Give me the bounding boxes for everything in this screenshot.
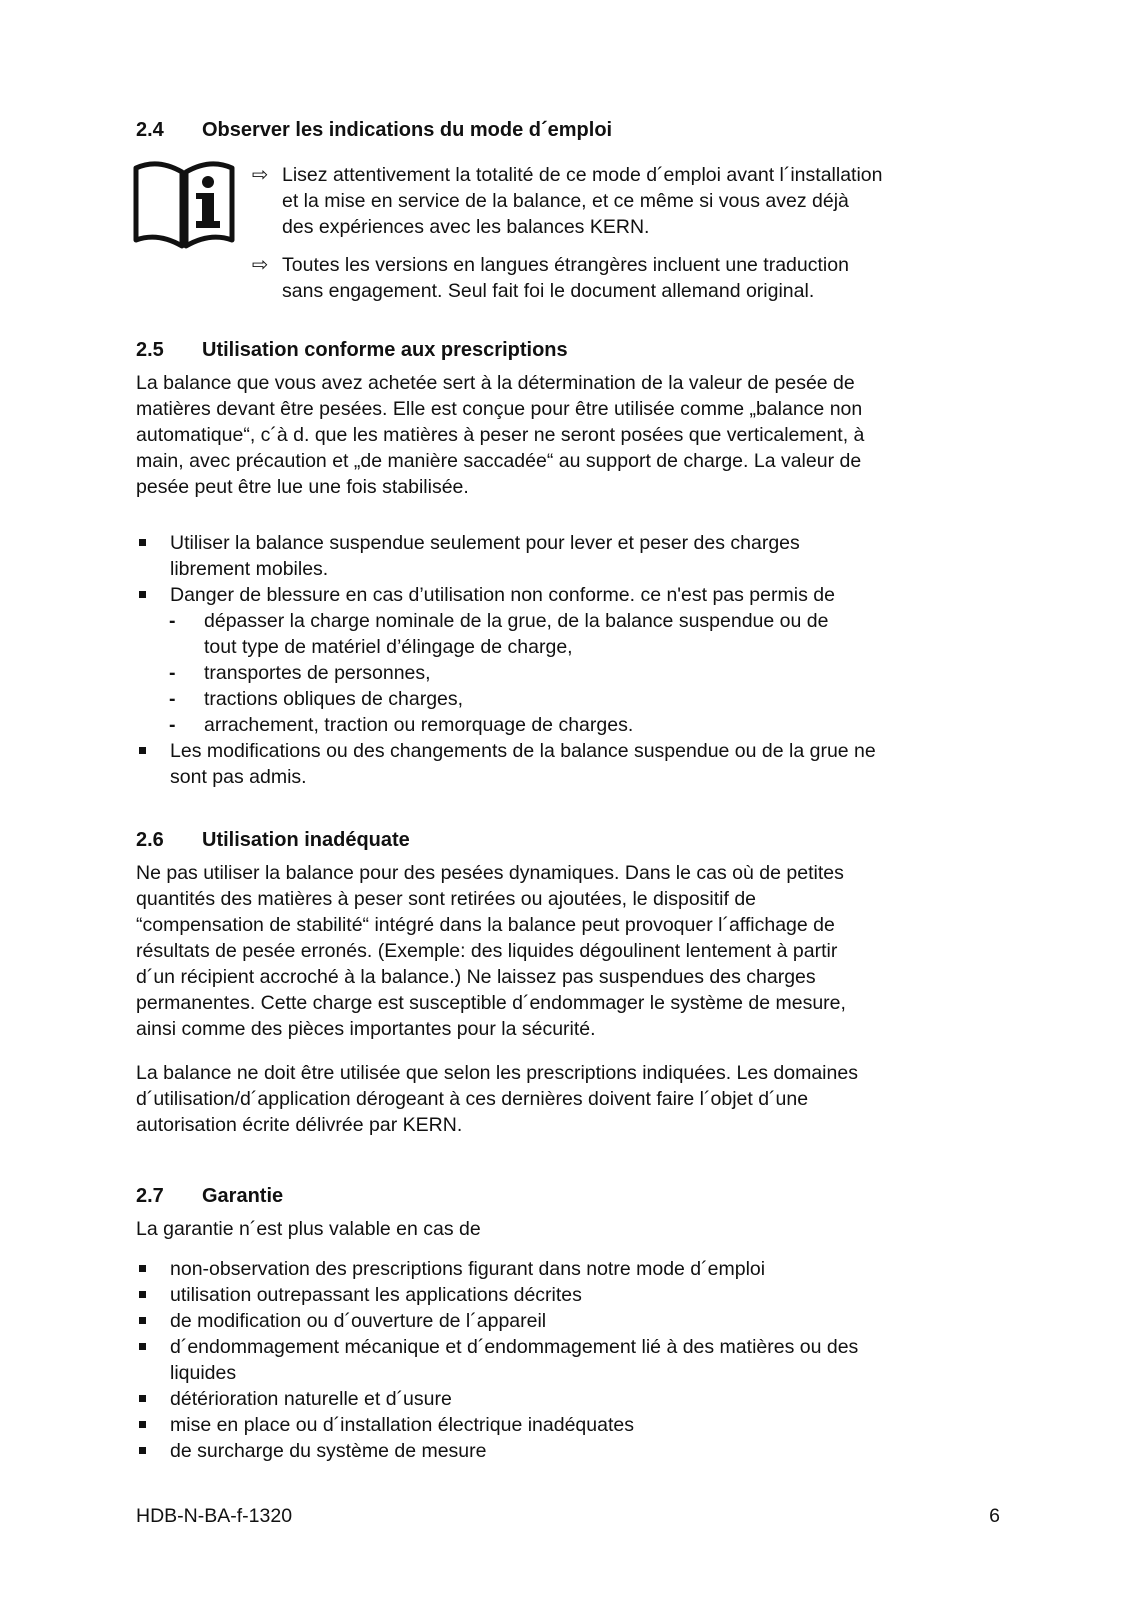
sublist-container <box>136 608 1016 738</box>
list-item <box>136 1282 1016 1308</box>
section-2-6-paragraph-2 <box>136 1060 1006 1138</box>
section-2-5-heading <box>136 339 568 362</box>
list-item <box>136 1412 1016 1438</box>
footer-page-number: 6 <box>989 1505 1000 1527</box>
text-line: autorisation écrite délivrée par KERN. <box>136 1114 463 1136</box>
list-item <box>136 1308 1016 1334</box>
text-line: matières devant être pesées. Elle est conçue pour être utilisée comme „balance non <box>136 398 863 420</box>
list-item <box>136 530 1016 582</box>
text-line: ainsi comme des pièces importantes pour la sécurité. <box>136 1018 596 1040</box>
section-2-5-bullets <box>136 530 1016 608</box>
text-line: sont pas admis. <box>170 766 307 788</box>
list-item <box>136 1438 1016 1464</box>
text-line: de modification ou d´ouverture de l´appareil <box>170 1310 547 1332</box>
section-title: Garantie <box>202 1185 284 1207</box>
text-line: résultats de pesée erronés. (Exemple: des liquides dégoulinent lentement à partir <box>136 940 838 962</box>
section-2-6-paragraph-1 <box>136 860 1006 1042</box>
instruction-item <box>252 162 1012 240</box>
text-line: pesée peut être lue une fois stabilisée. <box>136 476 469 498</box>
section-title: Observer les indications du mode d´emploi <box>202 119 613 141</box>
text-line: de surcharge du système de mesure <box>170 1440 487 1462</box>
list-item <box>136 738 1016 790</box>
sub-list-item <box>136 660 1016 686</box>
section-2-7-intro <box>136 1216 1006 1242</box>
section-2-4-heading <box>136 119 612 142</box>
text-line: La balance que vous avez achetée sert à la détermination de la valeur de pesée de <box>136 372 855 394</box>
text-line: non-observation des prescriptions figurant dans notre mode d´emploi <box>170 1258 766 1280</box>
text-line: - arrachement, traction ou remorquage de charges. <box>204 714 634 736</box>
text-line: Ne pas utiliser la balance pour des pesées dynamiques. Dans le cas où de petites <box>136 862 844 884</box>
text-line: sans engagement. Seul fait foi le document allemand original. <box>282 280 815 302</box>
text-line: - tractions obliques de charges, <box>204 688 464 710</box>
text-line: La garantie n´est plus valable en cas de <box>136 1218 481 1240</box>
text-line: d´endommagement mécanique et d´endommagement lié à des matières ou des <box>170 1336 859 1358</box>
text-line: des expériences avec les balances KERN. <box>282 216 650 238</box>
text-line: liquides <box>170 1362 237 1384</box>
sub-list-item <box>136 608 1016 660</box>
section-2-5-bullets-end <box>136 738 1016 790</box>
section-number: 2.4 <box>136 119 164 141</box>
text-line: main, avec précaution et „de manière saccadée“ au support de charge. La valeur de <box>136 450 862 472</box>
arrow-right-icon: ⇨ <box>252 254 269 276</box>
list-item <box>136 1386 1016 1412</box>
text-line: tout type de matériel d’élingage de charge, <box>204 636 573 658</box>
text-line: d´un récipient accroché à la balance.) Ne laissez pas suspendues des charges <box>136 966 816 988</box>
text-line: Danger de blessure en cas d’utilisation non conforme. ce n'est pas permis de <box>170 584 835 606</box>
text-line: quantités des matières à peser sont retirées ou ajoutées, le dispositif de <box>136 888 757 910</box>
instruction-item <box>252 252 1012 304</box>
sub-list-item <box>136 712 1016 738</box>
text-line: Toutes les versions en langues étrangères incluent une traduction <box>282 254 849 276</box>
text-line: mise en place ou d´installation électrique inadéquates <box>170 1414 634 1436</box>
text-line: et la mise en service de la balance, et ce même si vous avez déjà <box>282 190 849 212</box>
section-2-5-sublist <box>136 608 1016 738</box>
text-line: d´utilisation/d´application dérogeant à ces dernières doivent faire l´objet d´une <box>136 1088 809 1110</box>
footer-doc-id: HDB-N-BA-f-1320 <box>136 1505 293 1527</box>
text-line: - dépasser la charge nominale de la grue, de la balance suspendue ou de <box>204 610 829 632</box>
text-line: Les modifications ou des changements de la balance suspendue ou de la grue ne <box>170 740 876 762</box>
section-title: Utilisation inadéquate <box>202 829 410 851</box>
section-2-5-paragraph <box>136 370 1006 500</box>
section-title: Utilisation conforme aux prescriptions <box>202 339 568 361</box>
section-2-7-bullets <box>136 1256 1016 1464</box>
text-line: librement mobiles. <box>170 558 329 580</box>
section-2-7-heading <box>136 1185 283 1208</box>
section-number: 2.5 <box>136 339 164 361</box>
text-line: automatique“, c´à d. que les matières à peser ne seront posées que verticalement, à <box>136 424 865 446</box>
section-number: 2.7 <box>136 1185 164 1207</box>
text-line: - transportes de personnes, <box>204 662 431 684</box>
text-line: détérioration naturelle et d´usure <box>170 1388 452 1410</box>
section-number: 2.6 <box>136 829 164 851</box>
text-line: permanentes. Cette charge est susceptible d´endommager le système de mesure, <box>136 992 846 1014</box>
info-book-icon <box>132 160 236 250</box>
sub-list-item <box>136 686 1016 712</box>
text-line: La balance ne doit être utilisée que selon les prescriptions indiquées. Les domaines <box>136 1062 858 1084</box>
text-line: “compensation de stabilité“ intégré dans la balance peut provoquer l´affichage de <box>136 914 835 936</box>
text-line: Utiliser la balance suspendue seulement pour lever et peser des charges <box>170 532 800 554</box>
section-2-6-heading <box>136 829 410 852</box>
instruction-list <box>252 162 1012 304</box>
text-line: utilisation outrepassant les applications décrites <box>170 1284 582 1306</box>
list-item <box>136 1334 1016 1386</box>
list-item <box>136 582 1016 608</box>
arrow-right-icon: ⇨ <box>252 164 269 186</box>
list-item <box>136 1256 1016 1282</box>
text-line: Lisez attentivement la totalité de ce mode d´emploi avant l´installation <box>282 164 883 186</box>
